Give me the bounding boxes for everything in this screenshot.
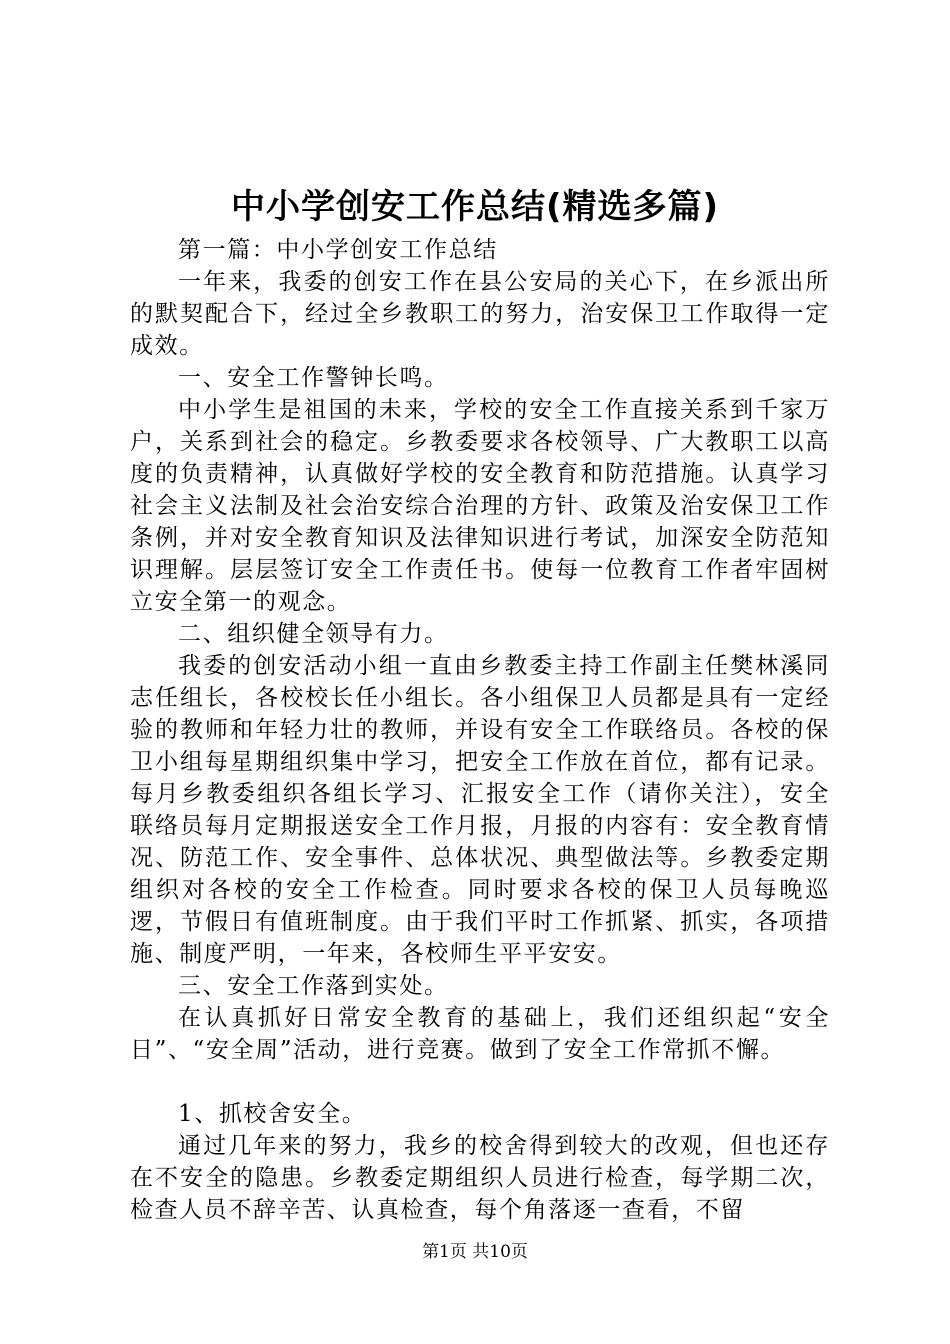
paragraph-spacer [130, 1066, 830, 1098]
paragraph-building-safety: 通过几年来的努力，我乡的校舍得到较大的改观，但也还存在不安全的隐患。乡教委定期组织人员进行检查，每学期二次，检查人员不辞辛苦、认真检查，每个角落逐一查看，不留 [130, 1133, 830, 1223]
heading-organization: 二、组织健全领导有力。 [178, 621, 449, 647]
document-body [130, 234, 830, 1226]
paragraph-section-heading: 第一篇：中小学创安工作总结 [178, 237, 498, 263]
heading-implementation: 三、安全工作落到实处。 [178, 973, 449, 999]
heading-building-safety: 1、抓校舍安全。 [178, 1101, 367, 1127]
paragraph-safety-alarm: 中小学生是祖国的未来，学校的安全工作直接关系到千家万户，关系到社会的稳定。乡教委要求各校领导、广大教职工以高度的负责精神，认真做好学校的安全教育和防范措施。认真学习社会主义法制及社会治安综合治理的方针、政策及治安保卫工作条例，并对安全教育知识及法律知识进行考试，加深安全防范知识理解。层层签订安全工作责任书。使每一位教育工作者牢固树立安全第一的观念。 [130, 397, 830, 615]
paragraph-implementation: 在认真抓好日常安全教育的基础上，我们还组织起“安全日”、“安全周”活动，进行竞赛。做到了安全工作常抓不懈。 [130, 1005, 830, 1063]
paragraph-organization: 我委的创安活动小组一直由乡教委主持工作副主任樊林溪同志任组长，各校校长任小组长。各小组保卫人员都是具有一定经验的教师和年轻力壮的教师，并设有安全工作联络员。各校的保卫小组每星期组织集中学习，把安全工作放在首位，都有记录。每月乡教委组织各组长学习、汇报安全工作（请你关注），安全联络员每月定期报送安全工作月报，月报的内容有：安全教育情况、防范工作、安全事件、总体状况、典型做法等。乡教委定期组织对各校的安全工作检查。同时要求各校的保卫人员每晚巡逻，节假日有值班制度。由于我们平时工作抓紧、抓实，各项措施、制度严明，一年来，各校师生平平安安。 [130, 653, 830, 967]
paragraph-intro: 一年来，我委的创安工作在县公安局的关心下，在乡派出所的默契配合下，经过全乡教职工的努力，治安保卫工作取得一定成效。 [130, 269, 830, 359]
heading-safety-alarm: 一、安全工作警钟长鸣。 [178, 365, 449, 391]
page-number-footer: 第1页 共10页 [422, 1242, 528, 1262]
document-title: 中小学创安工作总结(精选多篇) [230, 187, 720, 227]
